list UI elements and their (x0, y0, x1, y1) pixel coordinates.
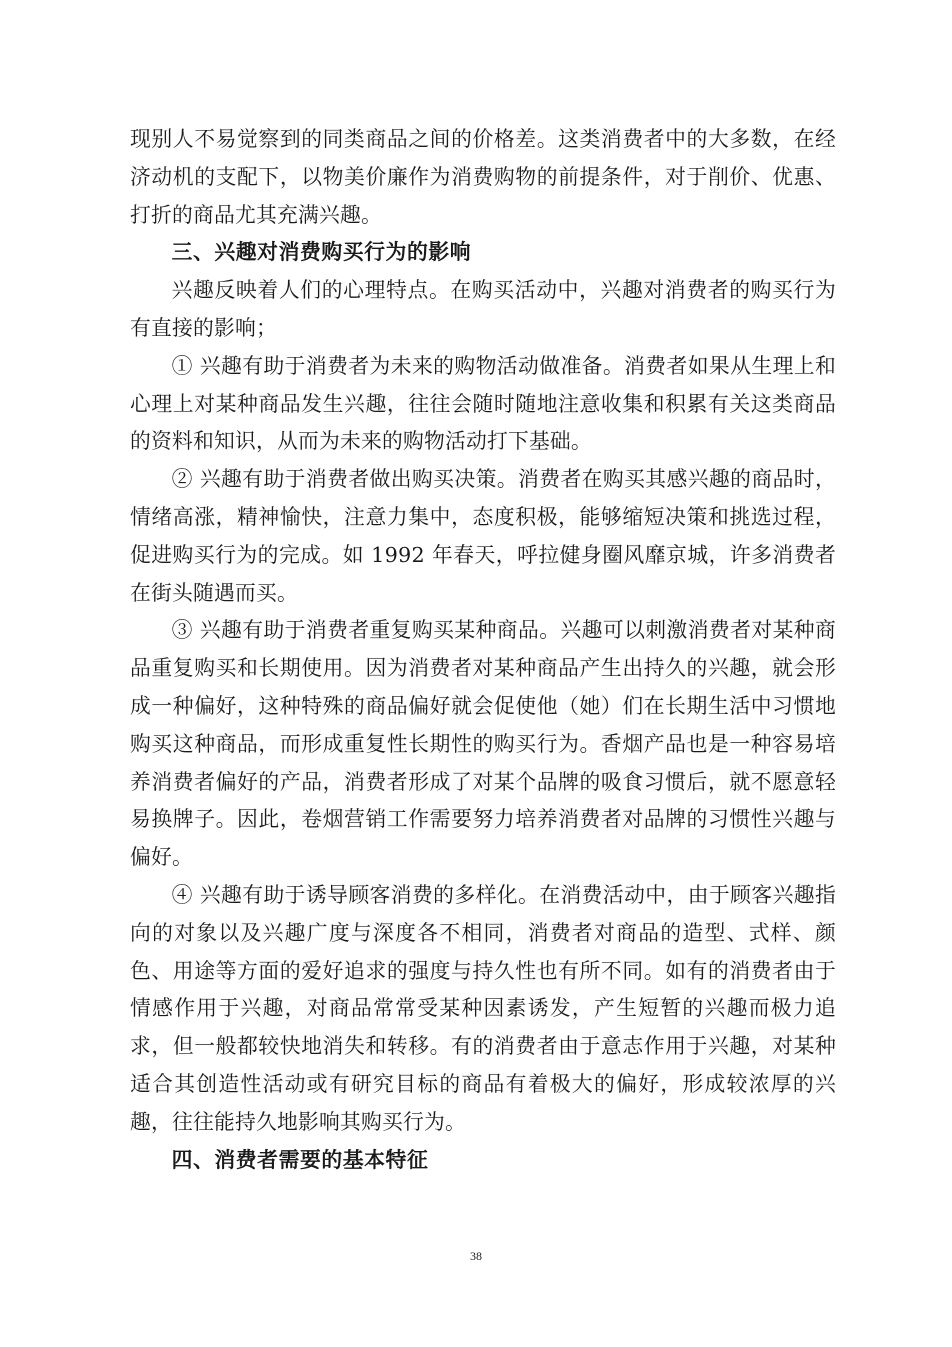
page-number: 38 (470, 1249, 482, 1263)
paragraph-continuation: 现别人不易觉察到的同类商品之间的价格差。这类消费者中的大多数，在经济动机的支配下，以物美价廉作为消费购物的前提条件，对于削价、优惠、打折的商品尤其充满兴趣。 (130, 127, 836, 227)
document-body (130, 121, 836, 1179)
section-heading-4: 四、消费者需要的基本特征 (171, 1147, 429, 1172)
paragraph-point-4: ④ 兴趣有助于诱导顾客消费的多样化。在消费活动中，由于顾客兴趣指向的对象以及兴趣广度与深度各不相同，消费者对商品的造型、式样、颜色、用途等方面的爱好追求的强度与持久性也有所不同。如有的消费者由于情感作用于兴趣，对商品常常受某种因素诱发，产生短暂的兴趣而极力追求，但一般都较快地消失和转移。有的消费者由于意志作用于兴趣，对某种适合其创造性活动或有研究目标的商品有着极大的偏好，形成较浓厚的兴趣，往往能持久地影响其购买行为。 (130, 882, 836, 1134)
paragraph-point-2: ② 兴趣有助于消费者做出购买决策。消费者在购买其感兴趣的商品时，情绪高涨，精神愉快，注意力集中，态度积极，能够缩短决策和挑选过程，促进购买行为的完成。如 1992 年春天，呼拉健身圈风靡京城，许多消费者在街头随遇而买。 (130, 467, 836, 605)
section-heading-3: 三、兴趣对消费购买行为的影响 (171, 240, 472, 265)
paragraph-point-3: ③ 兴趣有助于消费者重复购买某种商品。兴趣可以刺激消费者对某种商品重复购买和长期使用。因为消费者对某种商品产生出持久的兴趣，就会形成一种偏好，这种特殊的商品偏好就会促使他（她）们在长期生活中习惯地购买这种商品，而形成重复性长期性的购买行为。香烟产品也是一种容易培养消费者偏好的产品，消费者形成了对某个品牌的吸食习惯后，就不愿意轻易换牌子。因此，卷烟营销工作需要努力培养消费者对品牌的习惯性兴趣与偏好。 (130, 618, 836, 870)
paragraph-point-1: ① 兴趣有助于消费者为未来的购物活动做准备。消费者如果从生理上和心理上对某种商品发生兴趣，往往会随时随地注意收集和积累有关这类商品的资料和知识，从而为未来的购物活动打下基础。 (130, 353, 836, 454)
paragraph-intro: 兴趣反映着人们的心理特点。在购买活动中，兴趣对消费者的购买行为有直接的影响； (130, 278, 836, 340)
